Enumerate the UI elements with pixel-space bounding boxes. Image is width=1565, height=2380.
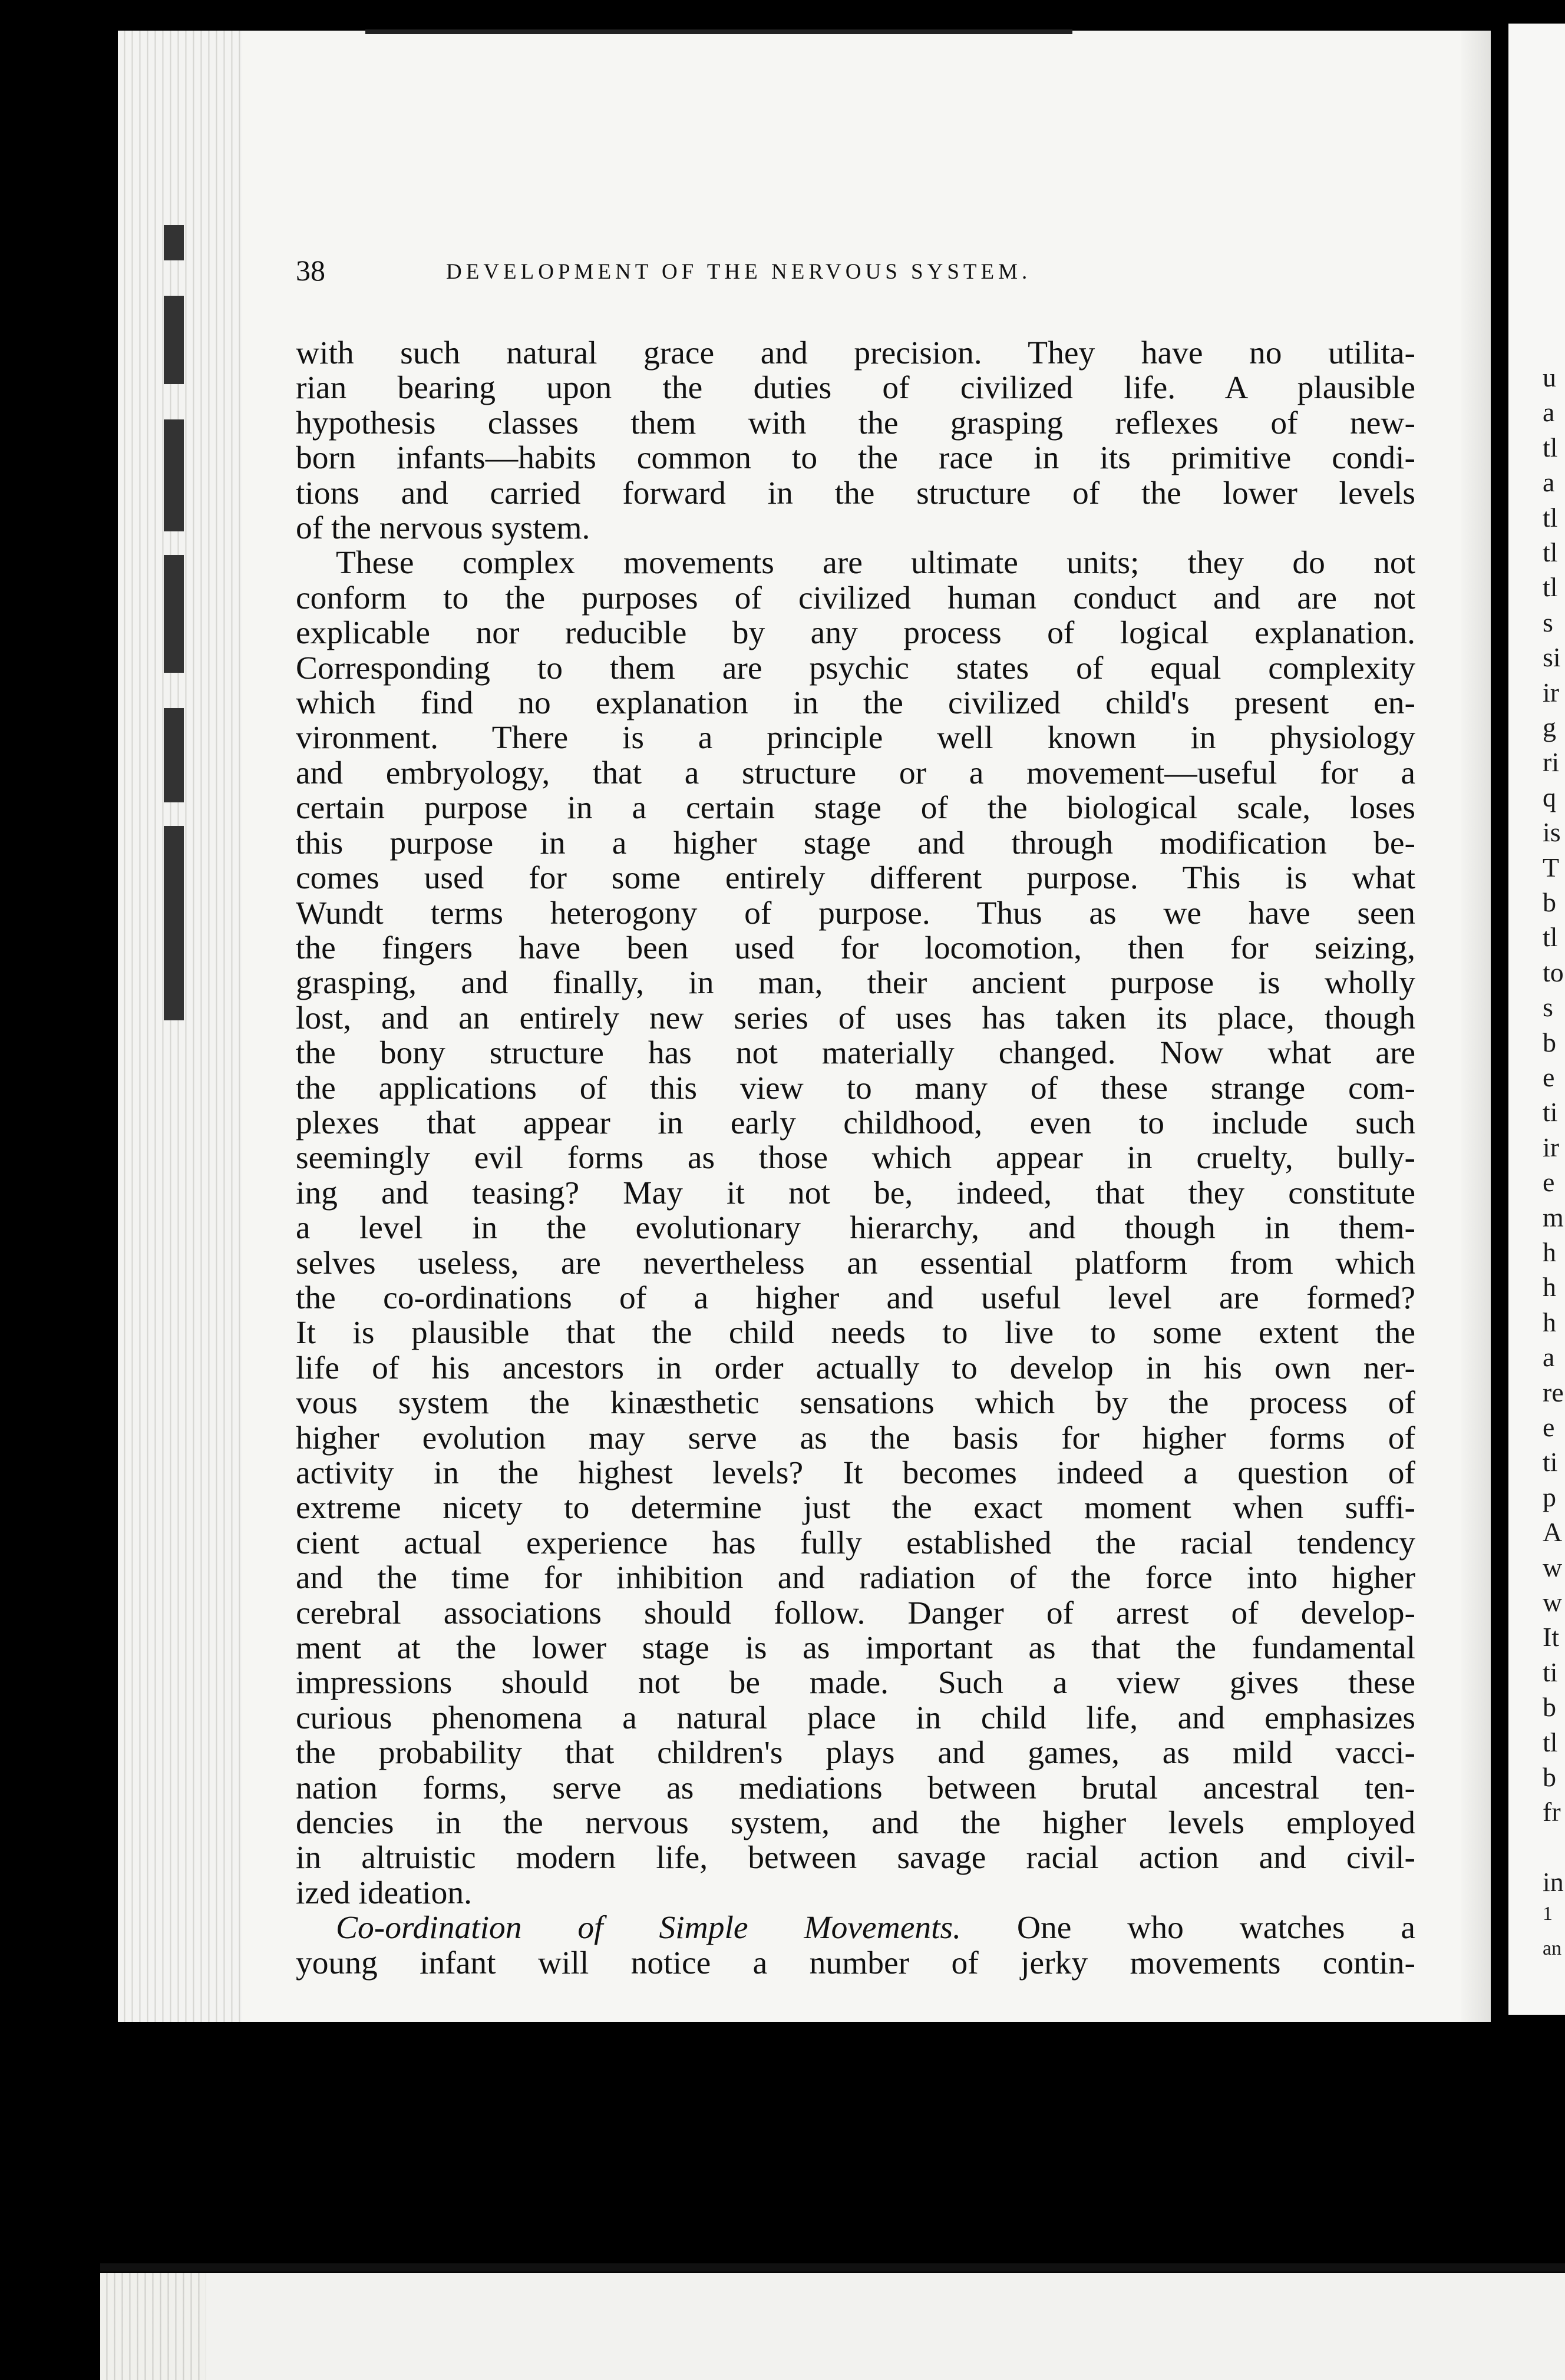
text-line: vous system the kinæsthetic sensations which by the process of	[296, 1385, 1415, 1422]
facing-page-fragment: a	[1543, 397, 1555, 428]
text-line: nation forms, serve as mediations between brutal ancestral ten-	[296, 1770, 1415, 1806]
text-line: born infants—habits common to the race in its primitive condi-	[296, 440, 1415, 477]
text-line: ing and teasing? May it not be, indeed, that they constitute	[296, 1175, 1415, 1211]
text-line: curious phenomena a natural place in child life, and emphasizes	[296, 1700, 1415, 1736]
text-line: higher evolution may serve as the basis for higher forms of	[296, 1420, 1415, 1456]
facing-page-fragment: e	[1543, 1412, 1555, 1442]
text-line: of the nervous system.	[296, 510, 590, 547]
text-line-rest: One who watches a	[1016, 1910, 1415, 1946]
facing-page-fragment: to	[1543, 957, 1564, 987]
page-gutter-shadow	[1461, 31, 1491, 2022]
facing-page-fragment: a	[1543, 1342, 1555, 1373]
facing-page-fragment: a	[1543, 467, 1555, 498]
facing-page-fragment: in	[1543, 1867, 1564, 1898]
text-line: vironment. There is a principle well known in physiology	[296, 720, 1415, 756]
facing-page-fragment: m	[1543, 1202, 1564, 1232]
facing-page-fragment: ti	[1543, 1447, 1558, 1477]
facing-page-fragment: ri	[1543, 747, 1560, 778]
facing-page-fragment: tl	[1543, 432, 1558, 462]
facing-page-fragment: is	[1543, 817, 1561, 848]
text-line: ment at the lower stage is as important as that the fundamental	[296, 1630, 1415, 1667]
text-line: this purpose in a higher stage and through modification be-	[296, 825, 1415, 861]
top-edge-line	[365, 29, 1072, 34]
text-line: It is plausible that the child needs to live to some extent the	[296, 1315, 1415, 1351]
section-heading: Co-ordination of Simple Movements.	[336, 1910, 962, 1946]
facing-page-fragment: tl	[1543, 537, 1558, 567]
text-line: These complex movements are ultimate units; they do not	[336, 545, 1415, 581]
text-line: a level in the evolutionary hierarchy, and though in them-	[296, 1210, 1415, 1247]
text-line: young infant will notice a number of jerky movements contin-	[296, 1945, 1415, 1981]
text-line: with such natural grace and precision. They have no utilita-	[296, 335, 1415, 371]
text-line: hypothesis classes them with the grasping reflexes of new-	[296, 405, 1415, 441]
facing-page-fragment: ir	[1543, 1132, 1560, 1162]
facing-page-fragment: tl	[1543, 922, 1558, 953]
facing-page-fragment: tl	[1543, 502, 1558, 533]
text-line: and embryology, that a structure or a movement—useful for a	[296, 755, 1415, 791]
text-line: the fingers have been used for locomotion, then for seizing,	[296, 930, 1415, 966]
facing-page-fragment: an	[1543, 1938, 1562, 1959]
facing-page-fragment: ir	[1543, 677, 1560, 708]
text-line: dencies in the nervous system, and the higher levels employed	[296, 1805, 1415, 1842]
facing-page-fragment: e	[1543, 1062, 1555, 1092]
text-line: and the time for inhibition and radiation of the force into higher	[296, 1560, 1415, 1596]
facing-page-fragment: q	[1543, 782, 1556, 812]
facing-page-fragment: A	[1543, 1517, 1563, 1548]
facing-page-fragment: p	[1543, 1482, 1556, 1512]
running-title: DEVELOPMENT OF THE NERVOUS SYSTEM.	[446, 260, 1032, 284]
text-line: explicable nor reducible by any process of logical explanation.	[296, 615, 1415, 652]
facing-page-fragment: tl	[1543, 1727, 1558, 1757]
text-line: activity in the highest levels? It becomes indeed a question of	[296, 1455, 1415, 1491]
bottom-edge-line	[100, 2263, 1565, 2272]
facing-page-fragment: b	[1543, 1692, 1556, 1723]
page-text-block	[296, 253, 1415, 1981]
facing-page-fragment: s	[1543, 992, 1553, 1023]
facing-page-fragment: fr	[1543, 1797, 1561, 1827]
facing-page-fragment: e	[1543, 1167, 1555, 1198]
facing-page-fragment: h	[1543, 1237, 1556, 1267]
text-line: Wundt terms heterogony of purpose. Thus as we have seen	[296, 895, 1415, 931]
running-head	[296, 253, 1415, 289]
text-line: ized ideation.	[296, 1875, 472, 1911]
facing-page-fragment: tl	[1543, 572, 1558, 603]
text-line: plexes that appear in early childhood, even to include such	[296, 1105, 1415, 1141]
text-line: the probability that children's plays and games, as mild vacci-	[296, 1735, 1415, 1771]
facing-page-fragment: 1	[1543, 1902, 1553, 1925]
text-line: certain purpose in a certain stage of the biological scale, loses	[296, 790, 1415, 827]
text-line: life of his ancestors in order actually to develop in his own ner-	[296, 1350, 1415, 1386]
text-line: the bony structure has not materially changed. Now what are	[296, 1035, 1415, 1072]
facing-page-fragment: h	[1543, 1307, 1556, 1337]
text-line: lost, and an entirely new series of uses has taken its place, though	[296, 1000, 1415, 1036]
text-line: conform to the purposes of civilized human conduct and are not	[296, 580, 1415, 616]
text-line: seemingly evil forms as those which appear in cruelty, bully-	[296, 1140, 1415, 1176]
facing-page-fragment: h	[1543, 1272, 1556, 1303]
text-line: in altruistic modern life, between savage racial action and civil-	[296, 1840, 1415, 1876]
facing-page-fragment: b	[1543, 1027, 1556, 1057]
next-page-edge-stripes	[100, 2273, 206, 2380]
text-line: which find no explanation in the civilized child's present en-	[296, 685, 1415, 722]
text-line: the co-ordinations of a higher and useful level are formed?	[296, 1280, 1415, 1316]
text-line: Corresponding to them are psychic states of equal complexity	[296, 650, 1415, 686]
facing-page-fragment: w	[1543, 1552, 1563, 1582]
facing-page-fragment: w	[1543, 1587, 1563, 1617]
text-line: extreme nicety to determine just the exact moment when suffi-	[296, 1490, 1415, 1526]
facing-page-fragment: b	[1543, 1762, 1556, 1792]
text-line: selves useless, are nevertheless an essential platform from which	[296, 1245, 1415, 1281]
facing-page-fragment: T	[1543, 852, 1560, 882]
text-line: tions and carried forward in the structure of the lower levels	[296, 475, 1415, 511]
next-page-edge	[100, 2273, 1565, 2380]
text-line: the applications of this view to many of these strange com-	[296, 1070, 1415, 1106]
text-line: cerebral associations should follow. Danger of arrest of develop-	[296, 1595, 1415, 1631]
facing-page-fragment: u	[1543, 362, 1556, 392]
facing-page-fragment: s	[1543, 607, 1553, 637]
text-line: grasping, and finally, in man, their ancient purpose is wholly	[296, 965, 1415, 1001]
facing-page-fragment: b	[1543, 887, 1556, 917]
text-line: rian bearing upon the duties of civilized life. A plausible	[296, 370, 1415, 406]
section-heading-line	[296, 1910, 1415, 1945]
facing-page-fragment: si	[1543, 642, 1561, 673]
facing-page-fragment: ti	[1543, 1097, 1558, 1128]
text-line: cient actual experience has fully established the racial tendency	[296, 1525, 1415, 1561]
text-line: impressions should not be made. Such a view gives these	[296, 1665, 1415, 1701]
edge-stamp-marks	[164, 225, 199, 1038]
facing-page-fragment: g	[1543, 712, 1556, 742]
facing-page-fragment: ti	[1543, 1657, 1558, 1687]
page-number: 38	[296, 254, 325, 287]
facing-page-fragment: It	[1543, 1622, 1560, 1652]
body-text	[296, 336, 1415, 1981]
facing-page-sliver	[1508, 24, 1565, 2015]
facing-page-fragment: re	[1543, 1377, 1564, 1407]
text-line: comes used for some entirely different purpose. This is what	[296, 860, 1415, 897]
